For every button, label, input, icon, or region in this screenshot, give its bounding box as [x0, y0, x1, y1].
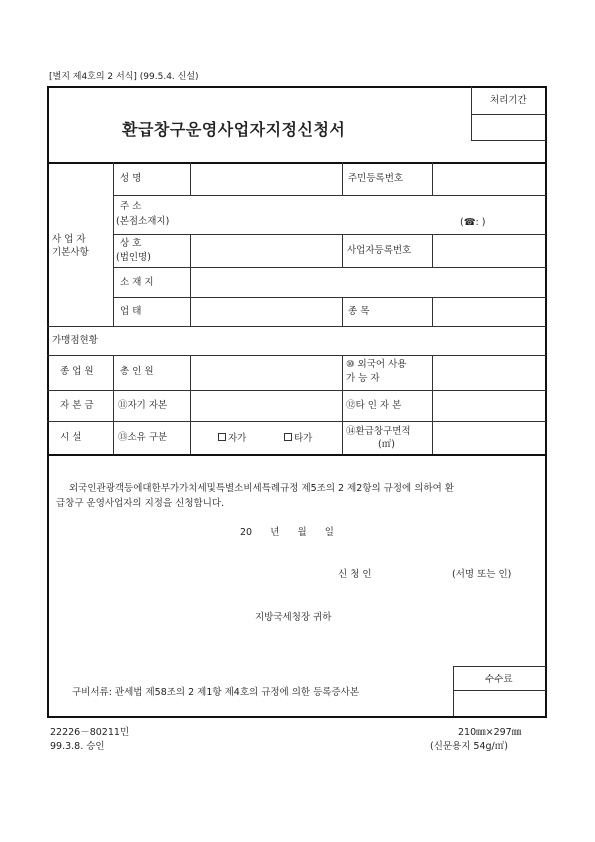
- applicant-label: 신 청 인: [338, 569, 372, 580]
- foreign-lang-staff-label-1: ⑩ 외국어 사용: [346, 359, 407, 370]
- employees-label: 종 업 원: [60, 366, 94, 377]
- resident-id-field[interactable]: [433, 163, 545, 194]
- resident-id-label: 주민등록번호: [348, 173, 404, 184]
- refund-area-field[interactable]: [433, 422, 545, 453]
- address-label: 주 소: [120, 201, 142, 212]
- ownership-type-label: ⑬소유 구분: [118, 432, 168, 443]
- statement-line-2: 급창구 운영사업자의 지정을 신청합니다.: [56, 498, 225, 509]
- form-title: 환급창구운영사업자지정신청서: [122, 120, 346, 139]
- business-reg-no-label: 사업자등록번호: [347, 245, 412, 256]
- checkbox-icon: [218, 433, 226, 441]
- required-docs: 구비서류: 관세법 제58조의 2 제1항 제4호의 규정에 의한 등록증사본: [72, 687, 360, 698]
- footer-paper-type: (신문용지 54g/㎡): [430, 741, 508, 752]
- member-stores-label: 가맹점현황: [52, 335, 98, 346]
- ownership-own-option[interactable]: 자가: [218, 433, 246, 445]
- address-field[interactable]: [191, 196, 451, 233]
- sign-note: (서명 또는 인): [452, 569, 512, 580]
- business-type-label: 업 태: [120, 306, 142, 317]
- other-capital-label: ⑫타 인 자 본: [346, 400, 402, 411]
- total-staff-label: 총 인 원: [120, 366, 154, 377]
- other-capital-field[interactable]: [433, 391, 545, 420]
- footer-approval: 99.3.8. 승인: [50, 741, 105, 752]
- business-item-field[interactable]: [433, 298, 545, 325]
- checkbox-icon: [284, 433, 292, 441]
- name-field[interactable]: [191, 163, 341, 194]
- ownership-rent-option[interactable]: 타가: [284, 433, 312, 445]
- fee-field[interactable]: [454, 691, 545, 715]
- capital-label: 자 본 금: [60, 400, 94, 411]
- refund-area-label-2: (㎡): [378, 439, 395, 450]
- trade-name-field[interactable]: [191, 235, 341, 266]
- foreign-lang-staff-label-2: 가 능 자: [346, 373, 380, 384]
- facility-label: 시 설: [60, 432, 82, 443]
- date-line[interactable]: 20 년 월 일: [240, 527, 334, 538]
- trade-name-sublabel: (법인명): [116, 252, 151, 263]
- location-field[interactable]: [191, 268, 545, 296]
- business-item-label: 종 목: [348, 306, 370, 317]
- own-capital-field[interactable]: [191, 391, 341, 420]
- name-label: 성 명: [120, 173, 142, 184]
- location-label: 소 재 지: [120, 277, 154, 288]
- processing-period-label: 처리기간: [490, 95, 527, 106]
- own-capital-label: ⑪자기 자본: [118, 400, 168, 411]
- total-staff-field[interactable]: [191, 356, 341, 389]
- statement-line-1: 외국인관광객등에대한부가가치세및특별소비세특례규정 제5조의 2 제2항의 규정에 의하여 환: [69, 483, 454, 494]
- applicant-name-field[interactable]: [385, 566, 445, 582]
- fee-label: 수수료: [485, 674, 513, 685]
- business-reg-no-field[interactable]: [433, 235, 545, 266]
- operator-basics-label: 사 업 자 기본사항: [52, 234, 89, 258]
- form-number-note: [별지 제4호의 2 서식] (99.5.4. 신설): [49, 72, 199, 82]
- address-sublabel: (본점소재지): [116, 216, 170, 227]
- foreign-lang-staff-field[interactable]: [433, 356, 545, 389]
- business-type-field[interactable]: [191, 298, 341, 325]
- footer-form-code: 22226－80211민: [50, 727, 130, 738]
- refund-area-label-1: ⑭환급창구면적: [346, 426, 411, 437]
- trade-name-label: 상 호: [120, 238, 142, 249]
- member-stores-field[interactable]: [114, 327, 545, 354]
- recipient-label: 지방국세청장 귀하: [255, 612, 332, 623]
- footer-paper-size: 210㎜×297㎜: [458, 727, 522, 738]
- phone-field[interactable]: (☎: ): [460, 217, 486, 228]
